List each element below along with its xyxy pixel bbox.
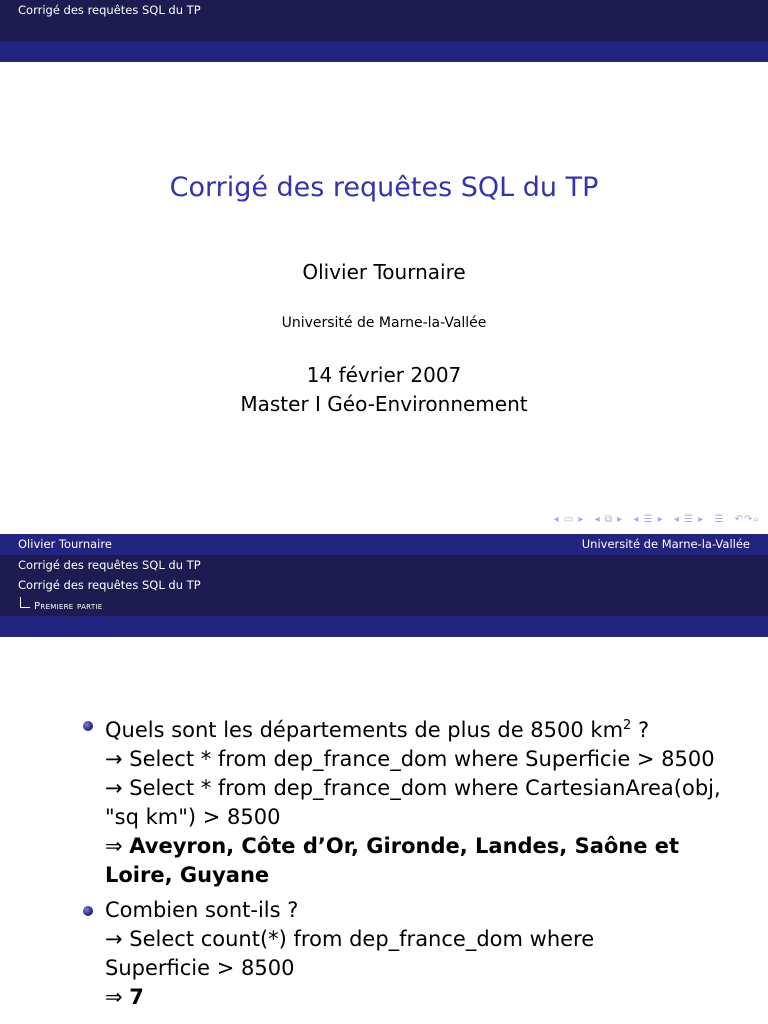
slide-footer-bar — [0, 534, 768, 555]
slide2-header-strip — [0, 616, 768, 637]
toc-icon[interactable]: ☰ — [714, 514, 725, 525]
tree-corner-icon — [20, 597, 30, 608]
answer-text: Aveyron, Côte d’Or, Gironde, Landes, Saône et Loire, Guyane — [105, 834, 680, 887]
footer-institute: Université de Marne-la-Vallée — [581, 537, 750, 551]
date-block — [0, 361, 768, 419]
footer-author: Olivier Tournaire — [18, 537, 112, 551]
next-section-icon[interactable]: ◂ ☰ ▸ — [673, 514, 705, 525]
question-line: Quels sont les départements de plus de 8500 $km^2$ ? — [105, 718, 650, 742]
answer-text: 7 — [129, 985, 144, 1009]
author-name: Olivier Tournaire — [302, 260, 466, 284]
list-item — [83, 711, 723, 890]
answer-line: ⇒ Aveyron, Côte d’Or, Gironde, Landes, Saône et Loire, Guyane — [105, 834, 680, 887]
list-item — [83, 896, 723, 1012]
sql-query-continued: "sq km") > 8500 — [105, 805, 281, 829]
sql-query: → Select count(*) from dep_france_dom where — [105, 927, 595, 951]
institute-name: Université de Marne-la-Vallée — [281, 315, 487, 331]
slide-header-bar — [0, 0, 768, 41]
question-line: Combien sont-ils ? — [105, 898, 299, 922]
presentation-date: 14 février 2007 — [306, 363, 462, 387]
presentation-title: Corrigé des requêtes SQL du TP — [169, 172, 599, 203]
slide2-header-title: Corrigé des requêtes SQL du TP — [18, 558, 201, 572]
subsection-label: Premiere partie — [34, 601, 103, 612]
slide2-header-bar — [0, 555, 768, 616]
slide-header-title: Corrigé des requêtes SQL du TP — [18, 3, 201, 17]
prev-subsection-icon[interactable]: ◂ ⧉ ▸ — [594, 514, 624, 525]
slide2-content — [83, 711, 723, 1018]
slide2-section-title: Corrigé des requêtes SQL du TP — [18, 578, 201, 592]
search-icon[interactable]: ↶↷⌕ — [734, 514, 760, 525]
bullet-icon — [83, 906, 93, 916]
slide2-subsection — [0, 595, 768, 617]
program-name: Master I Géo-Environnement — [240, 392, 528, 416]
sql-query-continued: Superficie > 8500 — [105, 956, 295, 980]
prev-frame-icon[interactable]: ◂ ▭ ▸ — [553, 514, 585, 525]
prev-section-icon[interactable]: ◂ ☰ ▸ — [633, 514, 664, 525]
slide-header-strip — [0, 41, 768, 62]
answer-line: ⇒ 7 — [105, 985, 144, 1009]
sql-query: → Select * from dep_france_dom where CartesianArea(obj, — [105, 776, 721, 800]
beamer-navigation — [548, 514, 760, 525]
sql-query: → Select * from dep_france_dom where Superficie > 8500 — [105, 747, 715, 771]
bullet-icon — [83, 721, 93, 731]
